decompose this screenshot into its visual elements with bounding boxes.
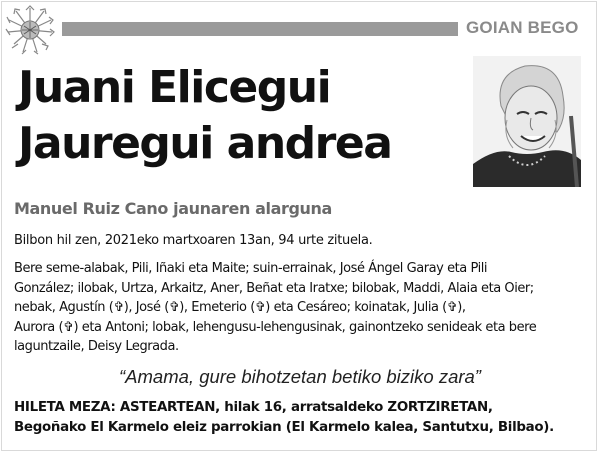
- family-line: Bere seme-alabak, Pili, Iñaki eta Maite; suin-errainak, José Ángel Garay eta Pili: [14, 261, 488, 276]
- family-list: [14, 259, 588, 357]
- header-bar: [62, 22, 458, 36]
- brand-label: GOIAN BEGO: [466, 18, 579, 37]
- portrait-photo: [473, 56, 581, 187]
- mass-line: HILETA MEZA: ASTEARTEAN, hilak 16, arratsaldeko ZORTZIRETAN,: [14, 400, 493, 415]
- death-notice: Bilbon hil zen, 2021eko martxoaren 13an, 94 urte zituela.: [14, 233, 373, 248]
- deceased-name: [18, 60, 458, 172]
- mass-line: Begoñako El Karmelo eleiz parrokian (El Karmelo kalea, Santutxu, Bilbao).: [14, 420, 554, 435]
- widow-subtitle: Manuel Ruiz Cano jaunaren alarguna: [14, 199, 332, 218]
- family-line: González; ilobak, Urtza, Arkaitz, Aner, Beñat eta Iratxe; bilobak, Maddi, Alaia eta Oier;: [14, 280, 534, 296]
- memorial-quote: “Amama, gure bihotzetan betiko biziko zara”: [119, 366, 481, 387]
- family-line: Aurora (✞) eta Antoni; lobak, lehengusu-lehengusinak, gainontzeko senideak eta bere: [14, 319, 537, 335]
- deceased-name-line: Juani Elicegui: [18, 62, 331, 113]
- funeral-mass-info: [14, 398, 594, 438]
- family-line: laguntzaile, Deisy Legrada.: [14, 339, 179, 355]
- deceased-name-line: Jauregui andrea: [18, 118, 392, 169]
- family-line: nebak, Agustín (✞), José (✞), Emeterio (✞) eta Cesáreo; koinatak, Julia (✞),: [14, 300, 466, 316]
- flower-icon: [4, 4, 56, 56]
